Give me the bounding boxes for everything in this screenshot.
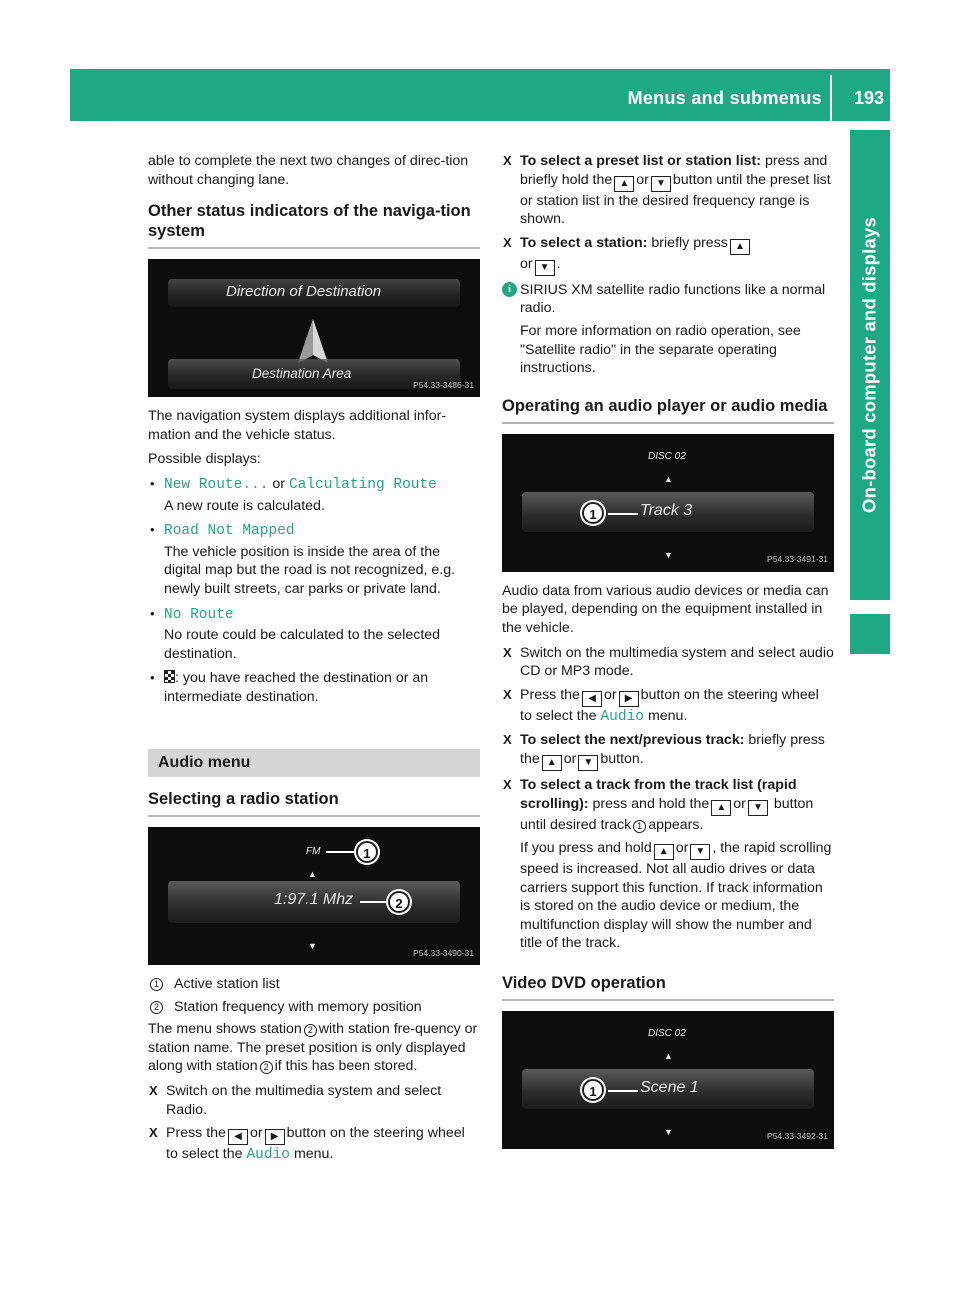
up-button-icon: ▲ bbox=[614, 176, 634, 192]
screen-frequency: 1:97.1 Mhz bbox=[274, 891, 354, 909]
page-number: 193 bbox=[853, 88, 884, 108]
menu-audio: Audio bbox=[246, 1147, 290, 1164]
list-item bbox=[148, 669, 480, 706]
heading-status-indicators: Other status indicators of the naviga-tion system bbox=[148, 201, 480, 249]
list-item-desc: No route could be calculated to the selected destination. bbox=[164, 627, 441, 662]
step-item: X To select a preset list or station list: press and briefly hold the ▲ or ▼ button until the preset list or station list in the desired frequency range is shown. bbox=[502, 152, 834, 229]
callout-line bbox=[608, 513, 638, 515]
possible-displays-label: Possible displays: bbox=[148, 451, 261, 468]
screen-track: Track 3 bbox=[640, 501, 693, 519]
nav-description: The navigation system displays additional infor-mation and the vehicle status. bbox=[148, 408, 447, 443]
display-new-route: New Route... bbox=[164, 476, 269, 493]
list-item bbox=[148, 521, 480, 541]
display-no-route: No Route bbox=[164, 606, 234, 623]
callout-1: 1 bbox=[356, 841, 378, 863]
list-item-desc: The vehicle position is inside the area of the digital map but the road is not recognized, e.g. newly built streets, car parks or private land. bbox=[164, 543, 456, 597]
section-audio-menu: Audio menu bbox=[148, 749, 480, 778]
down-button-icon: ▼ bbox=[535, 260, 555, 276]
intro-text: able to complete the next two changes of direc-tion without changing lane. bbox=[148, 153, 469, 188]
destination-flag-icon bbox=[164, 670, 175, 683]
direction-arrow-icon bbox=[296, 317, 330, 365]
image-code: P54.33-3491-31 bbox=[767, 554, 828, 565]
step-item: X To select a track from the track list (rapid scrolling): press and hold the ▲ or ▼ button until desired track 1 appears. bbox=[502, 776, 834, 834]
callout-1: 1 bbox=[582, 502, 604, 524]
step-item: X Press the ◀ or ▶ button on the steering wheel to select the Audio menu. bbox=[148, 1124, 480, 1165]
screen-title: Direction of Destination bbox=[226, 283, 382, 301]
chapter-tab-label: On-board computer and displays bbox=[858, 217, 880, 513]
down-button-icon: ▼ bbox=[690, 844, 710, 860]
up-arrow-icon: ▲ bbox=[664, 473, 673, 484]
display-calculating-route: Calculating Route bbox=[288, 476, 437, 493]
step-item: X To select the next/previous track: briefly press the ▲ or ▼ button. bbox=[502, 731, 834, 771]
step-item: X To select a station: briefly press ▲ or ▼ . bbox=[502, 234, 834, 276]
list-item bbox=[148, 605, 480, 625]
heading-audio-player: Operating an audio player or audio media bbox=[502, 396, 834, 424]
legend-item bbox=[148, 998, 480, 1017]
image-code: P54.33-3492-31 bbox=[767, 1131, 828, 1142]
screen-direction-of-destination bbox=[148, 259, 480, 397]
up-button-icon: ▲ bbox=[654, 844, 674, 860]
right-column bbox=[502, 152, 834, 1159]
heading-selecting-radio: Selecting a radio station bbox=[148, 789, 480, 817]
menu-audio: Audio bbox=[600, 708, 644, 725]
left-column bbox=[148, 152, 480, 1170]
legend-text: Station frequency with memory position bbox=[174, 998, 422, 1015]
screen-radio-station bbox=[148, 827, 480, 965]
number-2-icon: 2 bbox=[260, 1061, 273, 1074]
or-text: or bbox=[272, 475, 285, 492]
number-1-icon: 1 bbox=[150, 978, 163, 991]
up-button-icon: ▲ bbox=[711, 800, 731, 816]
list-item-desc: A new route is calculated. bbox=[164, 497, 325, 514]
screen-band: FM bbox=[306, 846, 321, 858]
up-button-icon: ▲ bbox=[730, 239, 750, 255]
info-icon: i bbox=[502, 282, 517, 297]
menu-shows-text: The menu shows station 2 with station fre-quency or station name. The preset position is only displayed along with station 2 if this has been stored. bbox=[148, 1021, 478, 1075]
callout-line bbox=[360, 901, 388, 903]
up-arrow-icon: ▲ bbox=[664, 1051, 673, 1062]
list-item-desc: : you have reached the destination or an intermediate destination. bbox=[164, 670, 429, 705]
heading-video-dvd: Video DVD operation bbox=[502, 973, 834, 1001]
legend-item bbox=[148, 975, 480, 994]
screen-scene: Scene 1 bbox=[640, 1079, 699, 1097]
callout-line bbox=[608, 1090, 638, 1092]
down-arrow-icon: ▼ bbox=[308, 941, 317, 952]
legend-text: Active station list bbox=[174, 976, 280, 993]
left-button-icon: ◀ bbox=[582, 691, 602, 707]
right-button-icon: ▶ bbox=[265, 1129, 285, 1145]
number-2-icon: 2 bbox=[150, 1001, 163, 1014]
callout-1: 1 bbox=[582, 1079, 604, 1101]
down-arrow-icon: ▼ bbox=[664, 549, 673, 560]
info-note-more: For more information on radio operation, see "Satellite radio" in the separate operating instructions. bbox=[520, 322, 801, 377]
left-button-icon: ◀ bbox=[228, 1129, 248, 1145]
step-item: X Switch on the multimedia system and select audio CD or MP3 mode. bbox=[502, 644, 834, 681]
chapter-marker bbox=[850, 614, 890, 654]
step-sub-text: If you press and hold ▲ or ▼ , the rapid scrolling speed is increased. Not all audio drives or data carriers support this function. If track information is stored on the audio device or medium, the multifunction display will show the number and title of the track. bbox=[520, 840, 832, 952]
step-item: X Press the ◀ or ▶ button on the steering wheel to select the Audio menu. bbox=[502, 686, 834, 727]
audio-description: Audio data from various audio devices or media can be played, depending on the equipment installed in the vehicle. bbox=[502, 582, 829, 636]
right-button-icon: ▶ bbox=[619, 691, 639, 707]
screen-video-scene bbox=[502, 1011, 834, 1149]
screen-disc: DISC 02 bbox=[648, 450, 686, 462]
page-header bbox=[70, 69, 890, 121]
header-divider bbox=[830, 75, 832, 121]
number-2-icon: 2 bbox=[304, 1024, 317, 1037]
screen-subtitle: Destination Area bbox=[252, 366, 352, 382]
info-note: i SIRIUS XM satellite radio functions like a normal radio. bbox=[502, 281, 834, 318]
chapter-tab bbox=[850, 130, 890, 600]
image-code: P54.33-3490-31 bbox=[413, 947, 474, 958]
screen-disc: DISC 02 bbox=[648, 1028, 686, 1040]
display-road-not-mapped: Road Not Mapped bbox=[164, 523, 295, 540]
up-button-icon: ▲ bbox=[542, 755, 562, 771]
up-arrow-icon: ▲ bbox=[308, 869, 317, 880]
callout-2: 2 bbox=[388, 891, 410, 913]
list-item bbox=[148, 475, 480, 495]
header-title: Menus and submenus bbox=[627, 88, 822, 108]
screen-audio-track bbox=[502, 434, 834, 572]
down-arrow-icon: ▼ bbox=[664, 1127, 673, 1138]
step-item: X Switch on the multimedia system and select Radio. bbox=[148, 1082, 480, 1119]
down-button-icon: ▼ bbox=[748, 800, 768, 816]
down-button-icon: ▼ bbox=[651, 176, 671, 192]
callout-line bbox=[326, 851, 356, 853]
down-button-icon: ▼ bbox=[578, 755, 598, 771]
number-1-icon: 1 bbox=[633, 820, 646, 833]
image-code: P54.33-3486-31 bbox=[413, 379, 474, 390]
